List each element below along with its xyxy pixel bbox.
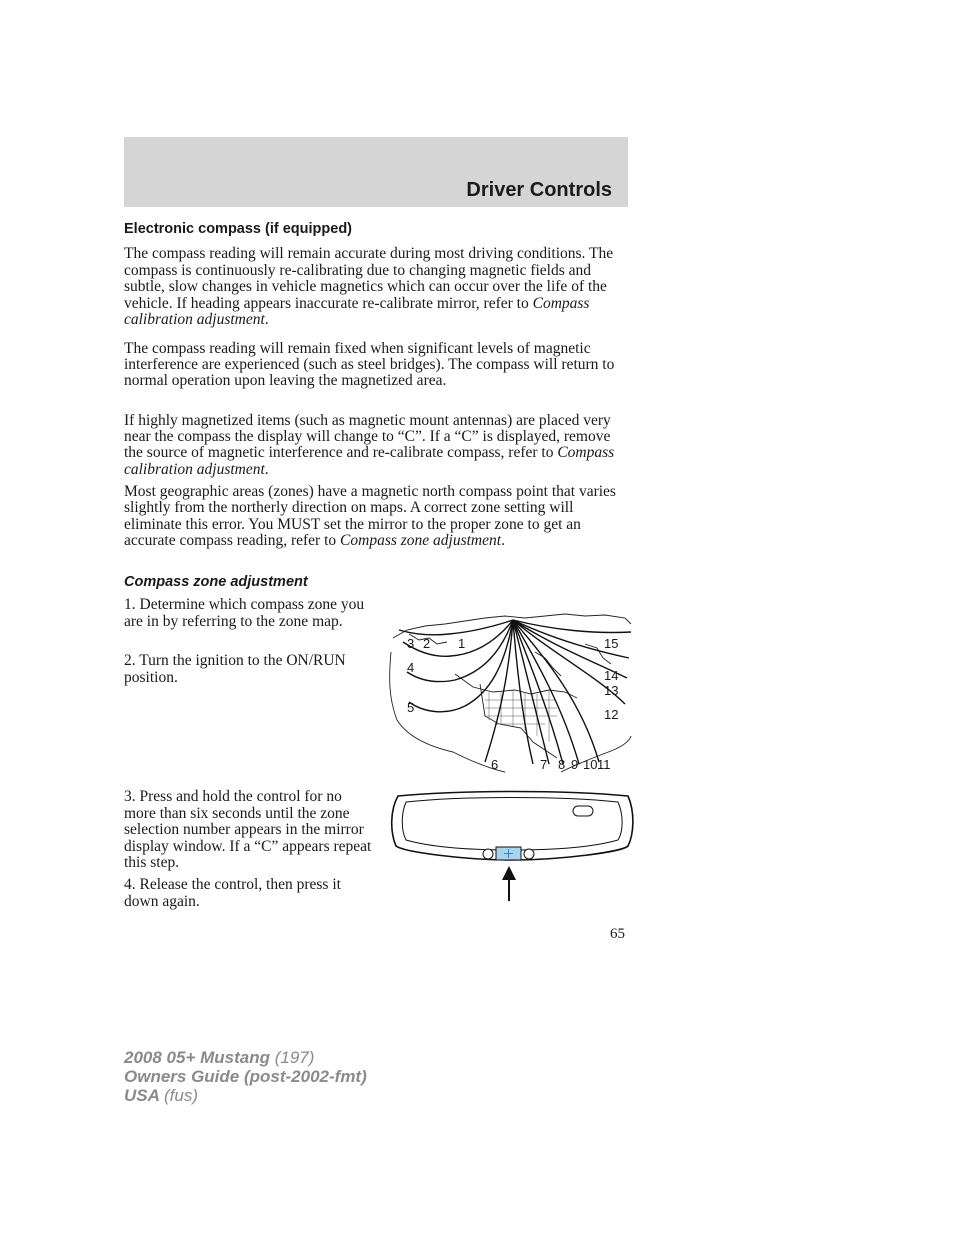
section-title: Driver Controls (466, 179, 612, 201)
zone-label: 7 (540, 757, 548, 772)
cross-reference: Compass calibration adjustment (124, 294, 590, 329)
zone-label: 2 (423, 636, 431, 651)
zone-label: 10 (583, 757, 598, 772)
zone-label: 12 (604, 707, 619, 722)
mirror-glass (402, 798, 622, 851)
zone-label: 11 (597, 757, 611, 772)
rearview-mirror-illustration (390, 790, 635, 902)
cross-reference: Compass zone adjustment (340, 532, 502, 550)
zone-label: 9 (571, 757, 579, 772)
zone-label: 15 (604, 636, 619, 651)
zone-label: 14 (604, 668, 619, 683)
step-3: 3. Press and hold the control for no more than six seconds until the zone selection number appears in the mirror display window. If a “C” appears repeat this step. (124, 788, 372, 872)
zone-label: 8 (558, 757, 566, 772)
zone-label: 5 (407, 700, 415, 715)
zone-label: 1 (458, 636, 466, 651)
step-2: 2. Turn the ignition to the ON/RUN position. (124, 652, 346, 686)
step-4: 4. Release the control, then press it down again. (124, 876, 341, 910)
arrow-up-icon (502, 866, 516, 880)
compass-heading: Electronic compass (if equipped) (124, 221, 353, 237)
mirror-sensor (573, 806, 593, 816)
zone-adjustment-heading: Compass zone adjustment (124, 574, 308, 590)
zone-label: 13 (604, 683, 619, 698)
left-mirror-button (483, 849, 493, 859)
step-1: 1. Determine which compass zone you are in by referring to the zone map. (124, 596, 365, 630)
cross-reference: Compass calibration adjustment (124, 444, 615, 478)
paragraph-3: If highly magnetized items (such as magnetic mount antennas) are placed very near the compass the display will change to “C”. If a “C” is displayed, remove the source of magnetic interference and re-calibrate compass, refer to Compass calibration adjustment. (124, 412, 615, 478)
paragraph-4: Most geographic areas (zones) have a magnetic north compass point that varies slightly from the northerly direction on maps. A correct zone setting will eliminate this error. You MUST set the mirror to the proper zone to get an accurate compass reading, refer to Compass zone adjustment. (124, 483, 616, 550)
zone-label: 4 (407, 660, 415, 675)
paragraph-2: The compass reading will remain fixed when significant levels of magnetic interference are experienced (such as steel bridges). The compass will return to normal operation upon leaving the magnetized area. (124, 340, 615, 390)
paragraph-1: The compass reading will remain accurate during most driving conditions. The compass is continuously re-calibrating due to changing magnetic fields and subtle, slow changes in vehicle magnetics which can occur over the life of the vehicle. If heading appears inaccurate re-calibrate mirror, refer to Compass calibration adjustment. (124, 245, 614, 329)
document-footer: 2008 05+ Mustang (197) Owners Guide (post-2002-fmt) USA (fus) (124, 1048, 367, 1105)
compass-zone-map (385, 612, 633, 774)
zone-label: 6 (491, 757, 499, 772)
page-number: 65 (610, 926, 625, 942)
zone-label: 3 (407, 636, 415, 651)
section-header-band (124, 137, 628, 207)
right-mirror-button (524, 849, 534, 859)
